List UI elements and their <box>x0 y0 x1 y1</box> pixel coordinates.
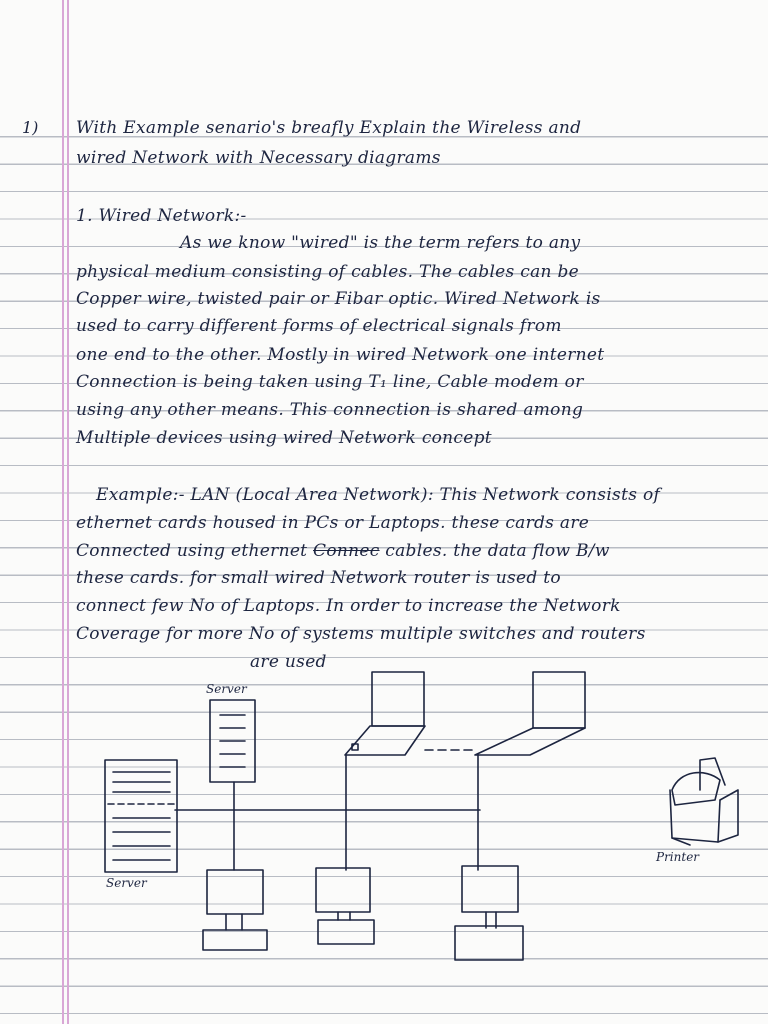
example-line-1: Example:- LAN (Local Area Network): This Network consists of <box>96 485 661 505</box>
paragraph1-line-8: Multiple devices using wired Network concept <box>76 428 492 448</box>
example-line-7: are used <box>250 652 327 672</box>
example-line-3-part-b: cables. the data flow B/w <box>385 541 610 561</box>
paragraph1-line-1: As we know "wired" is the term refers to any <box>180 233 581 253</box>
example-line-5: connect few No of Laptops. In order to increase the Network <box>76 596 621 616</box>
pc-2-monitor <box>316 868 370 912</box>
pc-3-keyboard <box>455 926 523 960</box>
section-heading: 1. Wired Network:- <box>76 206 247 226</box>
printer-body <box>670 790 720 842</box>
pc-1-monitor <box>207 870 263 914</box>
pc-2-keyboard <box>318 920 374 944</box>
laptop-2-base <box>475 728 585 755</box>
printer-label: Printer <box>656 850 700 864</box>
question-line-2: wired Network with Necessary diagrams <box>76 148 441 168</box>
paragraph1-line-7: using any other means. This connection is shared among <box>76 400 584 420</box>
question-number: 1) <box>22 118 39 137</box>
example-line-3-part-a: Connected using ethernet <box>76 541 308 561</box>
pc-3-monitor <box>462 866 518 912</box>
server-left-label: Server <box>106 876 147 890</box>
paragraph1-line-5: one end to the other. Mostly in wired Network one internet <box>76 345 605 365</box>
example-line-4: these cards. for small wired Network router is used to <box>76 568 561 588</box>
left-server-rack <box>105 760 177 872</box>
paragraph1-line-3: Copper wire, twisted pair or Fibar optic. Wired Network is <box>76 289 601 309</box>
example-line-6: Coverage for more No of systems multiple switches and routers <box>76 624 646 644</box>
printer-top <box>672 773 720 805</box>
question-line-1: With Example senario's breafly Explain the Wireless and <box>76 118 582 138</box>
laptop-2-screen <box>533 672 585 728</box>
paragraph1-line-2: physical medium consisting of cables. The cables can be <box>76 262 580 282</box>
laptop-1-screen <box>372 672 424 726</box>
example-line-2: ethernet cards housed in PCs or Laptops. these cards are <box>76 513 590 533</box>
paragraph1-line-6: Connection is being taken using T₁ line, Cable modem or <box>76 372 584 392</box>
pc-1-keyboard <box>203 930 267 950</box>
example-line-3-struck: Connec <box>313 541 380 561</box>
server-top-label: Server <box>206 682 247 696</box>
paragraph1-line-4: used to carry different forms of electrical signals from <box>76 316 562 336</box>
